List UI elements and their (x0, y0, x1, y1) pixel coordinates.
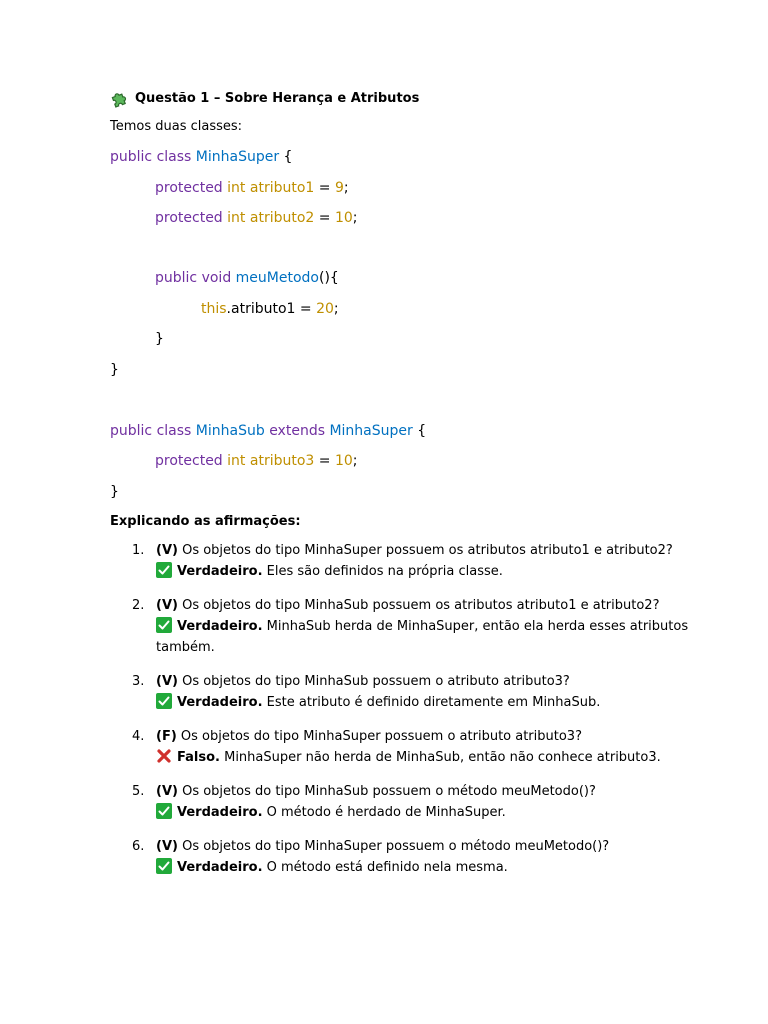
list-item (110, 836, 710, 878)
item-question-text: Os objetos do tipo MinhaSub possuem os atributos atributo1 e atributo2? (177, 598, 660, 613)
item-question (156, 781, 710, 802)
code-close-class2: } (110, 484, 119, 500)
question-title-text: Questão 1 – Sobre Herança e Atributos (135, 90, 420, 106)
item-number: 3. (132, 674, 145, 689)
code-attr1-line (155, 180, 349, 196)
item-verdict: Verdadeiro. (177, 619, 263, 634)
item-tag: (V) (156, 674, 178, 689)
item-question (156, 836, 710, 857)
item-tag: (V) (156, 784, 178, 799)
code-extends-keyword: extends (269, 423, 325, 439)
statement-list (110, 540, 710, 891)
item-verdict: Verdadeiro. (177, 695, 263, 710)
code-type: int (227, 180, 246, 196)
item-verdict: Verdadeiro. (177, 564, 263, 579)
item-explanation: Este atributo é definido diretamente em MinhaSub. (262, 695, 601, 710)
item-number: 2. (132, 598, 145, 613)
intro-text: Temos duas classes: (110, 119, 243, 134)
code-brace: { (412, 423, 427, 439)
code-operator: = (314, 180, 335, 196)
code-this-keyword: this (201, 301, 227, 317)
list-item (110, 540, 710, 582)
code-parent-class: MinhaSuper (329, 423, 413, 439)
code-semicolon: ; (343, 180, 349, 196)
item-question-text: Os objetos do tipo MinhaSub possuem o método meuMetodo()? (177, 784, 596, 799)
cross-mark-icon (156, 748, 172, 764)
code-attr2-line (155, 210, 358, 226)
item-question (156, 726, 710, 747)
item-question-text: Os objetos do tipo MinhaSuper possuem o método meuMetodo()? (177, 839, 610, 854)
code-keyword: public void (155, 270, 232, 286)
code-operator: = (314, 453, 335, 469)
check-mark-icon (156, 693, 172, 709)
item-answer (156, 616, 710, 658)
check-mark-icon (156, 858, 172, 874)
item-tag: (V) (156, 543, 178, 558)
item-explanation: MinhaSuper não herda de MinhaSub, então não conhece atributo3. (219, 750, 661, 765)
item-question-text: Os objetos do tipo MinhaSuper possuem o atributo atributo3? (176, 729, 582, 744)
code-identifier: atributo3 (249, 453, 315, 469)
item-question (156, 671, 710, 692)
check-mark-icon (156, 562, 172, 578)
item-question (156, 540, 710, 561)
item-answer (156, 692, 710, 713)
code-statement-line (201, 301, 339, 317)
question-title (110, 88, 419, 108)
code-operator: = (314, 210, 335, 226)
code-close-method: } (155, 331, 164, 347)
code-keyword: protected (155, 180, 223, 196)
item-tag: (V) (156, 839, 178, 854)
code-class-name: MinhaSuper (195, 149, 280, 165)
check-mark-icon (156, 617, 172, 633)
code-keyword: protected (155, 210, 223, 226)
code-identifier: atributo2 (249, 210, 315, 226)
code-number: 20 (316, 301, 334, 317)
item-explanation: O método é herdado de MinhaSuper. (262, 805, 506, 820)
code-signature: (){ (318, 270, 339, 286)
item-number: 5. (132, 784, 145, 799)
puzzle-piece-icon (110, 88, 130, 108)
item-answer (156, 802, 710, 823)
item-question-text: Os objetos do tipo MinhaSuper possuem os atributos atributo1 e atributo2? (177, 543, 673, 558)
code-class1-header (110, 149, 292, 165)
code-close-class1: } (110, 362, 119, 378)
item-tag: (V) (156, 598, 178, 613)
code-keyword: public class (110, 149, 192, 165)
code-class-name: MinhaSub (195, 423, 265, 439)
item-answer (156, 747, 710, 768)
item-answer (156, 857, 710, 878)
item-verdict: Verdadeiro. (177, 805, 263, 820)
code-keyword: public class (110, 423, 192, 439)
item-explanation: MinhaSub herda de MinhaSuper, então ela herda esses atributos também. (156, 619, 689, 655)
explain-heading: Explicando as afirmações: (110, 514, 301, 529)
list-item (110, 781, 710, 823)
code-attr3-line (155, 453, 358, 469)
code-method-name: meuMetodo (235, 270, 319, 286)
item-verdict: Falso. (177, 750, 220, 765)
code-type: int (227, 453, 246, 469)
item-question-text: Os objetos do tipo MinhaSub possuem o atributo atributo3? (177, 674, 570, 689)
code-number: 10 (334, 210, 353, 226)
check-mark-icon (156, 803, 172, 819)
code-semicolon: ; (352, 210, 358, 226)
item-number: 1. (132, 543, 145, 558)
code-semicolon: ; (333, 301, 339, 317)
code-method-line (155, 270, 339, 286)
item-number: 4. (132, 729, 145, 744)
list-item (110, 726, 710, 768)
item-verdict: Verdadeiro. (177, 860, 263, 875)
code-identifier: atributo1 (249, 180, 315, 196)
item-tag: (F) (156, 729, 177, 744)
code-number: 10 (334, 453, 353, 469)
item-question (156, 595, 710, 616)
item-number: 6. (132, 839, 145, 854)
code-number: 9 (334, 180, 344, 196)
list-item (110, 671, 710, 713)
code-brace: { (279, 149, 293, 165)
item-answer (156, 561, 710, 582)
code-keyword: protected (155, 453, 223, 469)
code-type: int (227, 210, 246, 226)
item-explanation: Eles são definidos na própria classe. (262, 564, 503, 579)
item-explanation: O método está definido nela mesma. (262, 860, 508, 875)
code-assignment: .atributo1 = (226, 301, 317, 317)
code-class2-header (110, 423, 426, 439)
list-item (110, 595, 710, 658)
code-semicolon: ; (352, 453, 358, 469)
